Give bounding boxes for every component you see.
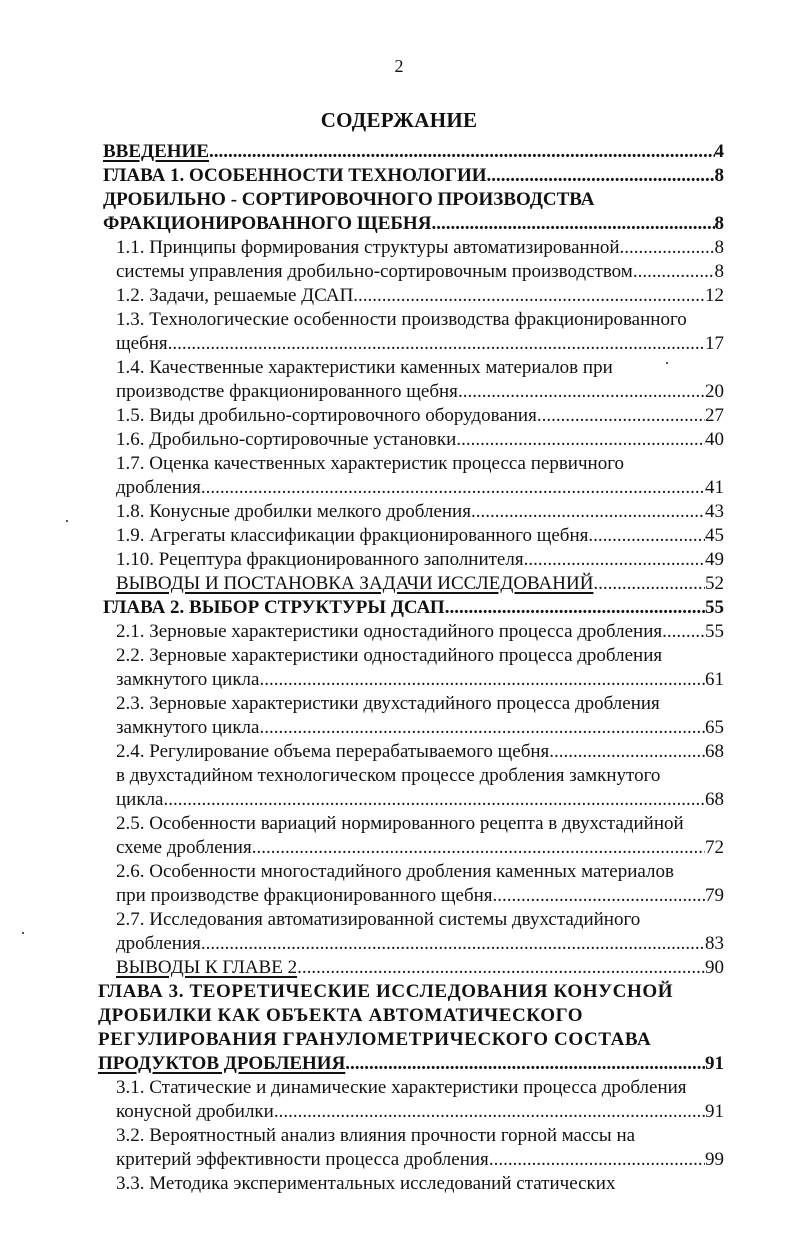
toc-page-number: 99 <box>705 1149 724 1170</box>
toc-page-number: 55 <box>705 621 724 642</box>
toc-entry <box>116 1124 724 1148</box>
toc-entry <box>116 716 724 740</box>
toc-page-number: 8 <box>714 261 724 282</box>
toc-leader-dots <box>431 212 714 236</box>
toc-page-number: 68 <box>705 741 724 762</box>
toc-page-number: 8 <box>714 165 724 186</box>
toc-entry <box>116 644 680 668</box>
toc-entry-text: ГЛАВА 3. ТЕОРЕТИЧЕСКИЕ ИССЛЕДОВАНИЯ КОНУСНОЙ <box>98 981 674 1002</box>
toc-leader-dots <box>524 548 705 572</box>
toc-entry-text: 2.1. Зерновые характеристики одностадийного процесса дробления <box>116 621 663 642</box>
toc-entry <box>116 380 724 404</box>
toc-entry-text: 1.4. Качественные характеристики каменных материалов при <box>116 357 613 378</box>
toc-leader-dots <box>168 332 705 356</box>
toc-leader-dots <box>549 740 705 764</box>
toc-leader-dots <box>588 524 705 548</box>
toc-page-number: 40 <box>705 429 724 450</box>
toc-leader-dots <box>620 236 715 260</box>
toc-entry <box>116 1076 724 1100</box>
toc-entry-text: ВЫВОДЫ И ПОСТАНОВКА ЗАДАЧИ ИССЛЕДОВАНИЙ <box>116 573 594 594</box>
scan-speck <box>22 932 24 934</box>
toc-entry-text: конусной дробилки <box>116 1101 274 1122</box>
toc-leader-dots <box>445 596 705 620</box>
toc-entry <box>116 548 724 572</box>
toc-leader-dots <box>201 476 705 500</box>
toc-entry-text: критерий эффективности процесса дробления <box>116 1149 489 1170</box>
toc-entry <box>116 620 724 644</box>
toc-entry <box>116 428 724 452</box>
toc-page-number: 68 <box>705 789 724 810</box>
toc-page-number: 12 <box>705 285 724 306</box>
toc-leader-dots <box>201 932 705 956</box>
toc-entry <box>116 476 724 500</box>
toc-entry-text: ВЫВОДЫ К ГЛАВЕ 2 <box>116 957 298 978</box>
toc-entry <box>116 1100 724 1124</box>
toc-entry-text: 3.1. Статические и динамические характеристики процесса дробления <box>116 1077 687 1098</box>
toc-leader-dots <box>163 788 705 812</box>
toc-entry-text: дробления <box>116 933 201 954</box>
toc-entry-text: ДРОБИЛКИ КАК ОБЪЕКТА АВТОМАТИЧЕСКОГО <box>98 1005 584 1026</box>
toc-entry <box>116 500 724 524</box>
toc-page-number: 41 <box>705 477 724 498</box>
toc-entry <box>98 1004 584 1028</box>
toc-entry-text: 1.5. Виды дробильно-сортировочного оборудования <box>116 405 537 426</box>
toc-entry <box>98 980 674 1004</box>
toc-leader-dots <box>471 500 705 524</box>
toc-entry-text: ФРАКЦИОНИРОВАННОГО ЩЕБНЯ <box>103 213 432 234</box>
toc-leader-dots <box>633 260 715 284</box>
toc-leader-dots <box>537 404 705 428</box>
toc-page-number: 4 <box>714 141 724 162</box>
toc-entry <box>116 812 705 836</box>
toc-entry <box>116 932 724 956</box>
toc-entry <box>116 260 724 284</box>
page-number: 2 <box>394 56 404 76</box>
toc-leader-dots <box>458 380 705 404</box>
toc-entry-text: РЕГУЛИРОВАНИЯ ГРАНУЛОМЕТРИЧЕСКОГО СОСТАВА <box>98 1029 652 1050</box>
toc-title: СОДЕРЖАНИЕ <box>320 108 478 132</box>
toc-page-number: 49 <box>705 549 724 570</box>
toc-page-number: 45 <box>705 525 724 546</box>
toc-entry <box>116 284 724 308</box>
toc-entry-text: ДРОБИЛЬНО - СОРТИРОВОЧНОГО ПРОИЗВОДСТВА <box>103 189 595 210</box>
toc-leader-dots <box>456 428 705 452</box>
toc-entry-text: 1.1. Принципы формирования структуры автоматизированной <box>116 237 620 258</box>
toc-entry-text: 1.7. Оценка качественных характеристик процесса первичного <box>116 453 625 474</box>
toc-entry <box>116 452 640 476</box>
toc-entry-text: ГЛАВА 1. ОСОБЕННОСТИ ТЕХНОЛОГИИ <box>103 165 487 186</box>
toc-leader-dots <box>252 836 705 860</box>
toc-entry <box>116 356 660 380</box>
toc-leader-dots <box>489 1148 705 1172</box>
toc-leader-dots <box>353 284 705 308</box>
toc-entry-text: замкнутого цикла <box>116 669 260 690</box>
toc-page-number: 72 <box>705 837 724 858</box>
toc-entry-text: замкнутого цикла <box>116 717 260 738</box>
toc-leader-dots <box>345 1052 705 1076</box>
toc-entry <box>103 596 724 620</box>
toc-entry <box>103 140 724 164</box>
toc-leader-dots <box>662 620 705 644</box>
toc-entry <box>116 836 724 860</box>
toc-entry-text: при производстве фракционированного щебня <box>116 885 493 906</box>
toc-entry <box>116 860 690 884</box>
toc-page-number: 20 <box>705 381 724 402</box>
toc-leader-dots <box>274 1100 705 1124</box>
toc-entry <box>116 236 724 260</box>
toc-entry-text: производстве фракционированного щебня <box>116 381 458 402</box>
toc-entry-text: дробления <box>116 477 201 498</box>
toc-entry-text: ПРОДУКТОВ ДРОБЛЕНИЯ <box>98 1053 346 1074</box>
toc-entry-text: 2.4. Регулирование объема перерабатываемого щебня <box>116 741 550 762</box>
toc-page-number: 91 <box>705 1101 724 1122</box>
toc-entry <box>116 572 724 596</box>
toc-page-number: 90 <box>705 957 724 978</box>
toc-entry <box>98 1028 650 1052</box>
toc-entry-text: ВВЕДЕНИЕ <box>103 141 209 162</box>
toc-page-number: 52 <box>705 573 724 594</box>
toc-page-number: 65 <box>705 717 724 738</box>
toc-page-number: 83 <box>705 933 724 954</box>
toc-entry-text: 2.3. Зерновые характеристики двухстадийного процесса дробления <box>116 693 660 714</box>
toc-entry <box>116 740 724 764</box>
toc-entry <box>103 212 724 236</box>
toc-entry <box>103 164 724 188</box>
toc-page-number: 55 <box>705 597 724 618</box>
toc-entry <box>116 524 724 548</box>
toc-entry-text: щебня <box>116 333 168 354</box>
toc-entry-text: схеме дробления <box>116 837 252 858</box>
scan-speck <box>66 520 68 522</box>
toc-entry-text: 3.2. Вероятностный анализ влияния прочности горной массы на <box>116 1125 636 1146</box>
toc-entry <box>98 1052 724 1076</box>
toc-entry <box>116 764 680 788</box>
toc-page-number: 91 <box>705 1053 724 1074</box>
toc-entry <box>116 404 724 428</box>
toc-page-number: 8 <box>714 213 724 234</box>
toc-leader-dots <box>259 716 705 740</box>
toc-entry-text: 1.3. Технологические особенности производства фракционированного <box>116 309 687 330</box>
toc-entry <box>116 668 724 692</box>
toc-entry-text: 1.9. Агрегаты классификации фракционированного щебня <box>116 525 589 546</box>
toc-entry-text: системы управления дробильно-сортировочным производством <box>116 261 633 282</box>
toc-leader-dots <box>493 884 705 908</box>
toc-entry-text: 2.7. Исследования автоматизированной системы двухстадийного <box>116 909 641 930</box>
toc-entry-text: 1.10. Рецептура фракционированного заполнителя <box>116 549 524 570</box>
toc-entry <box>116 956 724 980</box>
toc-leader-dots <box>593 572 705 596</box>
toc-entry-text: ГЛАВА 2. ВЫБОР СТРУКТУРЫ ДСАП <box>103 597 445 618</box>
toc-entry-text: 1.6. Дробильно-сортировочные установки <box>116 429 457 450</box>
toc-leader-dots <box>209 140 715 164</box>
toc-page-number: 17 <box>705 333 724 354</box>
toc-leader-dots <box>487 164 715 188</box>
toc-entry-text: цикла <box>116 789 164 810</box>
toc-page-number: 27 <box>705 405 724 426</box>
toc-entry <box>103 188 610 212</box>
toc-entry <box>116 1148 724 1172</box>
toc-entry-text: 1.8. Конусные дробилки мелкого дробления <box>116 501 471 522</box>
toc-page-number: 79 <box>705 885 724 906</box>
toc-entry <box>116 692 680 716</box>
toc-entry <box>116 908 660 932</box>
toc-page-number: 43 <box>705 501 724 522</box>
scan-speck <box>666 362 668 364</box>
toc-entry <box>116 884 724 908</box>
toc-entry-text: 2.2. Зерновые характеристики одностадийного процесса дробления <box>116 645 663 666</box>
toc-entry <box>116 788 724 812</box>
toc-entry <box>116 308 705 332</box>
toc-entry <box>116 332 724 356</box>
toc-entry-text: 3.3. Методика экспериментальных исследований статических <box>116 1173 616 1194</box>
toc-entry-text: 1.2. Задачи, решаемые ДСАП <box>116 285 354 306</box>
toc-entry-text: 2.5. Особенности вариаций нормированного рецепта в двухстадийной <box>116 813 684 834</box>
toc-leader-dots <box>259 668 705 692</box>
toc-page-number: 61 <box>705 669 724 690</box>
toc-entry-text: в двухстадийном технологическом процессе дробления замкнутого <box>116 765 661 786</box>
toc-entry-text: 2.6. Особенности многостадийного дробления каменных материалов <box>116 861 674 882</box>
toc-page-number: 8 <box>714 237 724 258</box>
toc-entry <box>116 1172 650 1196</box>
toc-leader-dots <box>297 956 705 980</box>
